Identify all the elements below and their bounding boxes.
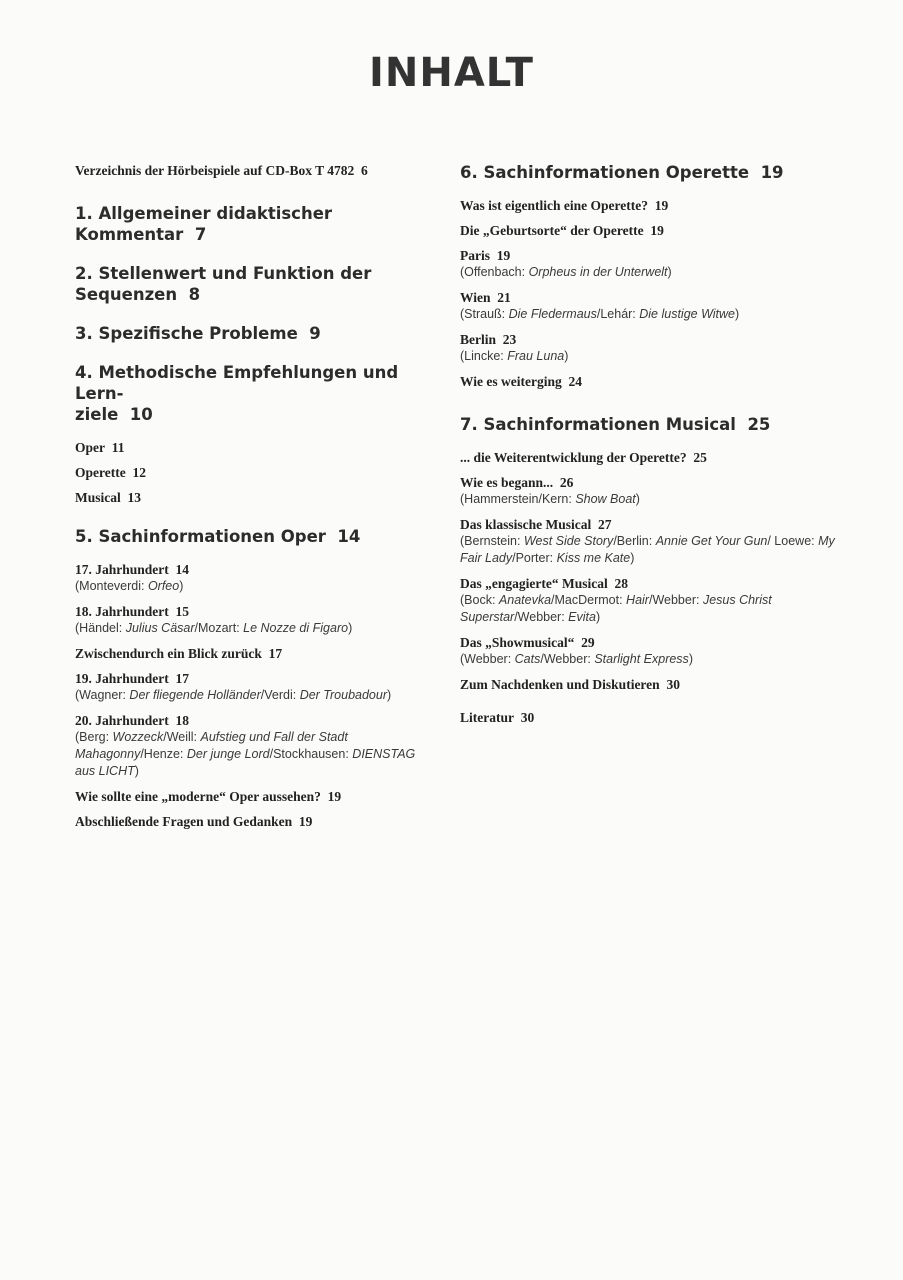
toc-entry-literatur bbox=[460, 709, 840, 726]
toc-entry-wie-es-weiterging bbox=[460, 373, 840, 390]
toc-entry-label: Was ist eigentlich eine Operette? bbox=[460, 198, 648, 213]
toc-entry-works: (Bock: Anatevka/MacDermot: Hair/Webber: Jesus Christ Superstar/Webber: Evita) bbox=[460, 593, 772, 624]
toc-entry-label: 18. Jahrhundert bbox=[75, 604, 169, 619]
toc-page-number: 7 bbox=[194, 225, 207, 244]
toc-entry-paris bbox=[460, 247, 840, 281]
toc-entry-engagiertes-musical bbox=[460, 575, 840, 626]
toc-page-number: 17 bbox=[268, 646, 283, 661]
toc-entry-18-jh bbox=[75, 603, 435, 637]
toc-page-number: 19 bbox=[650, 223, 664, 238]
toc-entry-was-ist-operette bbox=[460, 197, 840, 214]
toc-heading-label-line1: 2. Stellenwert und Funktion der bbox=[75, 264, 372, 283]
toc-entry-wien bbox=[460, 289, 840, 323]
toc-heading-label: 1. Allgemeiner didaktischer Kommentar bbox=[75, 204, 333, 244]
toc-page-number: 26 bbox=[559, 475, 574, 490]
toc-entry-20-jh bbox=[75, 712, 435, 780]
toc-entry-works: (Strauß: Die Fledermaus/Lehár: Die lustige Witwe) bbox=[460, 307, 740, 321]
toc-page-number: 25 bbox=[693, 450, 707, 465]
toc-entry-label: Wie es weiterging bbox=[460, 374, 562, 389]
toc-heading-7 bbox=[460, 414, 840, 435]
toc-page-number: 13 bbox=[127, 490, 141, 505]
toc-page-number: 25 bbox=[747, 415, 771, 434]
toc-page-number: 14 bbox=[175, 562, 190, 577]
toc-entry-label: 17. Jahrhundert bbox=[75, 562, 169, 577]
toc-page-number: 29 bbox=[581, 635, 595, 650]
toc-page-number: 24 bbox=[568, 374, 582, 389]
toc-entry-label: Das „Showmusical“ bbox=[460, 635, 575, 650]
toc-entry-works: (Lincke: Frau Luna) bbox=[460, 349, 569, 363]
toc-page-number: 11 bbox=[111, 440, 125, 455]
toc-heading-label: 3. Spezifische Probleme bbox=[75, 324, 298, 343]
toc-entry-works: (Webber: Cats/Webber: Starlight Express) bbox=[460, 652, 693, 666]
toc-page-number: 18 bbox=[175, 713, 190, 728]
toc-heading-label: 7. Sachinformationen Musical bbox=[460, 415, 736, 434]
toc-heading-3 bbox=[75, 323, 435, 344]
toc-page-number: 28 bbox=[614, 576, 628, 591]
toc-entry-label: Berlin bbox=[460, 332, 496, 347]
toc-heading-4 bbox=[75, 362, 435, 425]
toc-entry-works: (Offenbach: Orpheus in der Unterwelt) bbox=[460, 265, 672, 279]
toc-entry-showmusical bbox=[460, 634, 840, 668]
toc-heading-label-line2: Sequenzen bbox=[75, 285, 178, 304]
toc-entry-label: Zum Nachdenken und Diskutieren bbox=[460, 677, 660, 692]
toc-heading-1 bbox=[75, 203, 435, 245]
toc-right-column bbox=[460, 162, 840, 734]
toc-page-number: 8 bbox=[188, 285, 201, 304]
toc-page-number: 23 bbox=[502, 332, 517, 347]
toc-page-number: 6 bbox=[361, 163, 368, 178]
toc-page-number: 10 bbox=[129, 405, 153, 424]
toc-entry-label: Oper bbox=[75, 440, 105, 455]
toc-entry-geburtsorte bbox=[460, 222, 840, 239]
toc-entry-works: (Monteverdi: Orfeo) bbox=[75, 579, 184, 593]
toc-entry-wie-es-begann bbox=[460, 474, 840, 508]
toc-entry-label: Wie sollte eine „moderne“ Oper aussehen? bbox=[75, 789, 321, 804]
toc-entry-label: Zwischendurch ein Blick zurück bbox=[75, 646, 262, 661]
toc-page-number: 14 bbox=[337, 527, 361, 546]
toc-entry-oper bbox=[75, 439, 435, 456]
toc-page-number: 9 bbox=[309, 324, 321, 343]
toc-entry-label: Wien bbox=[460, 290, 491, 305]
toc-entry-label: Das „engagierte“ Musical bbox=[460, 576, 608, 591]
toc-entry-label: Verzeichnis der Hörbeispiele auf CD-Box T 4782 bbox=[75, 163, 355, 178]
toc-entry-hoerbeispiele bbox=[75, 162, 435, 179]
toc-entry-19-jh bbox=[75, 670, 435, 704]
toc-entry-works: (Händel: Julius Cäsar/Mozart: Le Nozze di Figaro) bbox=[75, 621, 353, 635]
toc-entry-works: (Bernstein: West Side Story/Berlin: Annie Get Your Gun/ Loewe: My Fair Lady/Porter: Kiss me Kate) bbox=[460, 534, 835, 565]
toc-entry-label: Abschließende Fragen und Gedanken bbox=[75, 814, 293, 829]
toc-entry-label: Wie es begann... bbox=[460, 475, 554, 490]
toc-entry-label: Das klassische Musical bbox=[460, 517, 592, 532]
toc-entry-17-jh bbox=[75, 561, 435, 595]
toc-left-column bbox=[75, 162, 435, 838]
toc-entry-nachdenken bbox=[460, 676, 840, 693]
toc-page-number: 27 bbox=[598, 517, 612, 532]
toc-heading-label: 5. Sachinformationen Oper bbox=[75, 527, 326, 546]
toc-heading-5 bbox=[75, 526, 435, 547]
toc-page-number: 19 bbox=[298, 814, 313, 829]
toc-page-number: 19 bbox=[654, 198, 669, 213]
toc-entry-label: Paris bbox=[460, 248, 490, 263]
toc-page-number: 19 bbox=[327, 789, 342, 804]
toc-page-number: 30 bbox=[520, 710, 535, 725]
toc-heading-label: 6. Sachinformationen Operette bbox=[460, 163, 750, 182]
page-title: INHALT bbox=[369, 50, 534, 96]
toc-heading-2 bbox=[75, 263, 435, 305]
toc-entry-label: ... die Weiterentwicklung der Operette? bbox=[460, 450, 687, 465]
toc-entry-weiterentwicklung bbox=[460, 449, 840, 466]
toc-entry-klassisches-musical bbox=[460, 516, 840, 567]
toc-heading-label-line2: ziele bbox=[75, 405, 119, 424]
toc-entry-operette bbox=[75, 464, 435, 481]
toc-page-number: 21 bbox=[497, 290, 511, 305]
toc-page-number: 12 bbox=[132, 465, 146, 480]
toc-entry-moderne-oper bbox=[75, 788, 435, 805]
toc-entry-label: Operette bbox=[75, 465, 126, 480]
toc-heading-label-line1: 4. Methodische Empfehlungen und Lern- bbox=[75, 363, 399, 403]
toc-page-number: 17 bbox=[175, 671, 190, 686]
toc-entry-musical bbox=[75, 489, 435, 506]
toc-entry-works: (Berg: Wozzeck/Weill: Aufstieg und Fall der Stadt Mahagonny/Henze: Der junge Lord/Stockhausen: DIENSTAG aus LICHT) bbox=[75, 730, 416, 778]
toc-page-number: 30 bbox=[666, 677, 680, 692]
toc-page-number: 19 bbox=[496, 248, 511, 263]
toc-entry-label: Die „Geburtsorte“ der Operette bbox=[460, 223, 644, 238]
toc-entry-label: 19. Jahrhundert bbox=[75, 671, 169, 686]
toc-entry-works: (Wagner: Der fliegende Holländer/Verdi: Der Troubadour) bbox=[75, 688, 392, 702]
toc-page-number: 19 bbox=[760, 163, 784, 182]
toc-entry-label: Literatur bbox=[460, 710, 514, 725]
toc-entry-label: 20. Jahrhundert bbox=[75, 713, 169, 728]
toc-page-number: 15 bbox=[175, 604, 190, 619]
toc-heading-6 bbox=[460, 162, 840, 183]
toc-entry-works: (Hammerstein/Kern: Show Boat) bbox=[460, 492, 640, 506]
toc-entry-label: Musical bbox=[75, 490, 121, 505]
toc-entry-blick-zurueck bbox=[75, 645, 435, 662]
toc-entry-berlin bbox=[460, 331, 840, 365]
toc-entry-abschliessende-fragen bbox=[75, 813, 435, 830]
